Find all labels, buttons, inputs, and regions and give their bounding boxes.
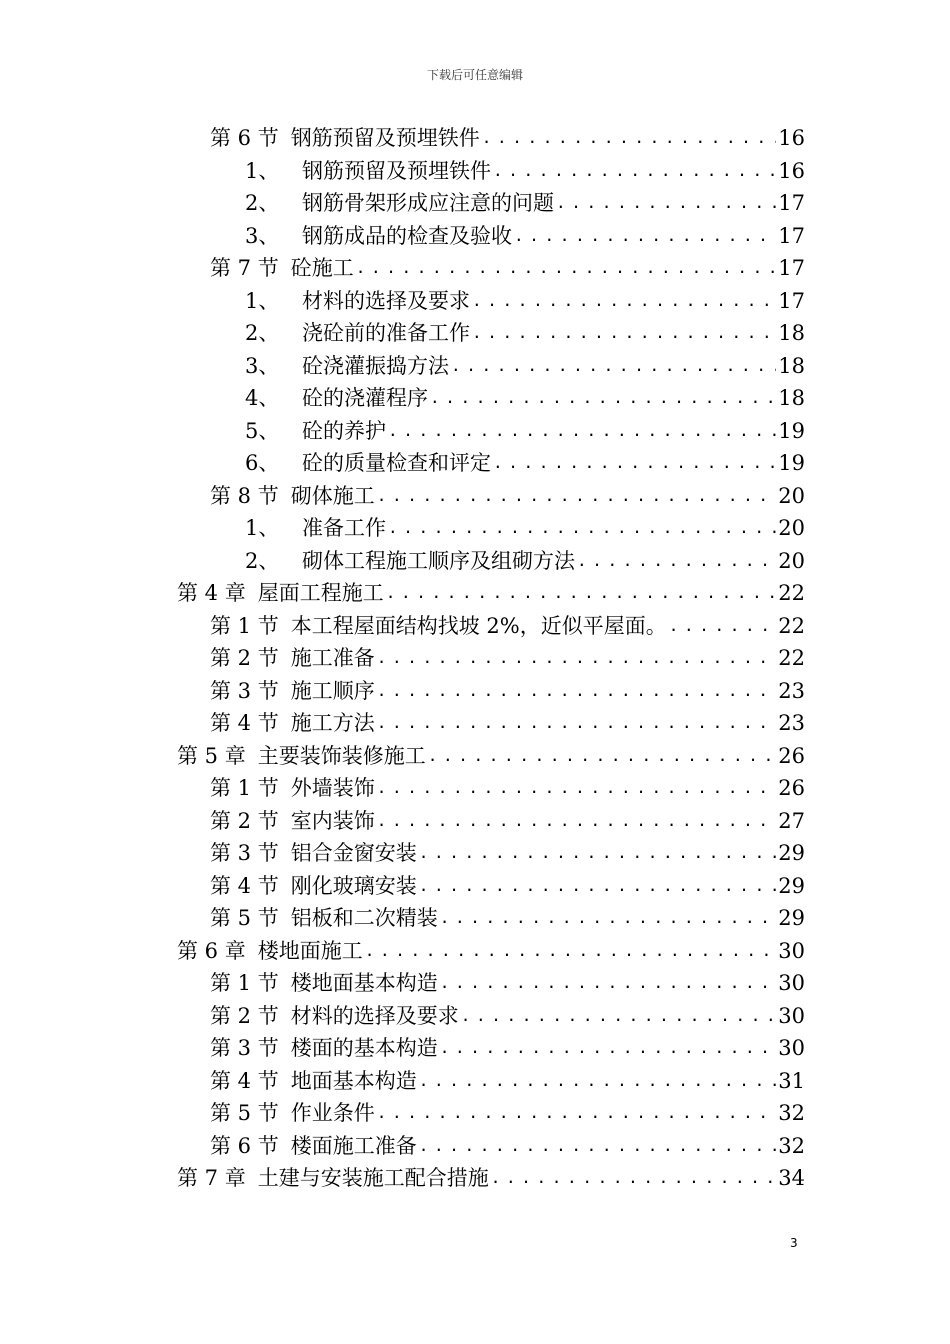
toc-entry-title: 屋面工程施工: [257, 581, 384, 605]
toc-entry-page: 17: [778, 223, 805, 248]
toc-entry-number: 第 7 章: [177, 1166, 246, 1190]
toc-dot-leader: [419, 837, 777, 869]
toc-entry-page: 22: [778, 613, 805, 638]
toc-entry-page: 29: [778, 873, 805, 898]
toc-entry-title: 地面基本构造: [290, 1068, 417, 1093]
toc-entry[interactable]: [210, 122, 805, 154]
toc-entry-page: 34: [778, 1166, 805, 1190]
toc-entry[interactable]: [245, 447, 805, 479]
toc-dot-leader: [428, 740, 777, 772]
toc-entry-page: 20: [778, 516, 805, 540]
toc-entry-number: 第 2 节: [210, 808, 279, 833]
toc-dot-leader: [556, 187, 776, 219]
toc-entry[interactable]: [210, 967, 805, 999]
toc-entry-number: 第 3 节: [210, 1036, 279, 1060]
toc-entry[interactable]: [177, 935, 805, 967]
toc-entry-title: 主要装饰装修施工: [257, 743, 426, 768]
toc-entry-title: 砼浇灌振捣方法: [302, 353, 449, 378]
toc-entry-title: 钢筋预留及预埋铁件: [302, 158, 491, 183]
toc-entry[interactable]: [245, 187, 805, 219]
toc-entry-number: 第 5 节: [210, 1101, 279, 1125]
toc-entry-page: 19: [778, 451, 805, 475]
toc-entry-page: 17: [778, 191, 805, 215]
toc-dot-leader: [451, 350, 776, 382]
toc-dot-leader: [493, 155, 776, 187]
toc-entry-number: 5、: [245, 418, 280, 443]
toc-entry-title: 施工准备: [290, 646, 375, 670]
toc-entry-number: 第 5 章: [177, 743, 246, 768]
toc-entry[interactable]: [245, 285, 805, 317]
toc-entry-page: 16: [778, 126, 805, 150]
toc-entry-page: 18: [778, 386, 805, 410]
toc-entry[interactable]: [210, 675, 805, 707]
toc-entry-page: 29: [778, 841, 805, 865]
toc-entry[interactable]: [245, 545, 805, 577]
toc-entry-title: 钢筋预留及预埋铁件: [290, 126, 480, 150]
toc-entry-number: 第 8 节: [210, 483, 279, 508]
toc-entry-number: 3、: [245, 223, 280, 248]
toc-entry-number: 1、: [245, 158, 280, 183]
toc-entry[interactable]: [210, 1097, 805, 1129]
toc-entry-page: 18: [778, 353, 805, 378]
toc-dot-leader: [482, 122, 777, 154]
toc-entry-page: 26: [778, 743, 805, 768]
toc-entry-number: 1、: [245, 516, 280, 540]
toc-entry-number: 第 2 节: [210, 1003, 279, 1028]
toc-entry[interactable]: [210, 870, 805, 902]
toc-entry-title: 楼地面施工: [257, 938, 363, 963]
toc-entry[interactable]: [245, 317, 805, 349]
toc-entry-page: 17: [778, 256, 805, 280]
toc-dot-leader: [440, 902, 777, 934]
toc-entry[interactable]: [210, 902, 805, 934]
toc-entry-page: 29: [778, 906, 805, 930]
toc-dot-leader: [419, 870, 777, 902]
toc-entry[interactable]: [210, 837, 805, 869]
toc-entry[interactable]: [245, 382, 805, 414]
toc-dot-leader: [493, 447, 776, 479]
toc-entry-page: 20: [778, 548, 805, 573]
toc-entry-page: 30: [778, 971, 805, 995]
toc-entry-page: 23: [778, 678, 805, 703]
toc-entry[interactable]: [245, 220, 805, 252]
toc-dot-leader: [669, 610, 777, 642]
toc-entry[interactable]: [210, 805, 805, 837]
toc-entry[interactable]: [245, 155, 805, 187]
toc-entry-page: 26: [778, 776, 805, 800]
toc-dot-leader: [386, 577, 777, 609]
toc-dot-leader: [377, 1097, 777, 1129]
toc-entry-page: 16: [778, 158, 805, 183]
toc-entry[interactable]: [177, 577, 805, 609]
toc-entry[interactable]: [210, 480, 805, 512]
toc-entry-number: 第 6 章: [177, 938, 246, 963]
toc-entry-number: 第 6 节: [210, 1133, 279, 1158]
toc-dot-leader: [514, 220, 776, 252]
toc-entry-title: 作业条件: [290, 1101, 375, 1125]
toc-entry-number: 2、: [245, 548, 280, 573]
toc-entry-number: 第 4 节: [210, 873, 279, 898]
toc-entry-title: 铝板和二次精装: [290, 906, 438, 930]
toc-entry-page: 23: [778, 711, 805, 735]
toc-entry[interactable]: [210, 1000, 805, 1032]
toc-dot-leader: [377, 707, 777, 739]
toc-entry-number: 2、: [245, 191, 280, 215]
toc-entry-number: 第 1 节: [210, 613, 279, 638]
toc-entry[interactable]: [210, 772, 805, 804]
toc-entry-title: 砼的浇灌程序: [302, 386, 428, 410]
toc-entry-number: 第 5 节: [210, 906, 279, 930]
toc-entry-page: 20: [778, 483, 805, 508]
toc-entry-number: 第 1 节: [210, 971, 279, 995]
toc-entry[interactable]: [210, 642, 805, 674]
toc-entry-title: 土建与安装施工配合措施: [257, 1166, 489, 1190]
toc-entry[interactable]: [210, 1130, 805, 1162]
toc-dot-leader: [419, 1130, 777, 1162]
toc-entry-number: 3、: [245, 353, 280, 378]
toc-dot-leader: [356, 252, 777, 284]
toc-entry-title: 施工方法: [290, 711, 375, 735]
toc-entry-page: 27: [778, 808, 805, 833]
toc-entry-title: 刚化玻璃安装: [290, 873, 417, 898]
toc-entry-number: 6、: [245, 451, 280, 475]
toc-entry-title: 楼地面基本构造: [290, 971, 438, 995]
toc-entry-title: 砼施工: [290, 256, 354, 280]
toc-entry-page: 22: [778, 581, 805, 605]
toc-entry-title: 本工程屋面结构找坡 2%，近似平屋面。: [290, 613, 667, 638]
toc-entry-number: 第 1 节: [210, 776, 279, 800]
toc-dot-leader: [472, 317, 776, 349]
toc-dot-leader: [472, 285, 776, 317]
toc-entry-title: 砼的养护: [302, 418, 386, 443]
toc-entry-title: 钢筋成品的检查及验收: [302, 223, 512, 248]
toc-entry-number: 1、: [245, 288, 280, 313]
toc-entry[interactable]: [245, 512, 805, 544]
toc-entry-page: 17: [778, 288, 805, 313]
toc-entry-title: 准备工作: [302, 516, 386, 540]
toc-entry-page: 31: [778, 1068, 805, 1093]
toc-entry-title: 砌体工程施工顺序及组砌方法: [302, 548, 575, 573]
toc-entry-page: 30: [778, 1036, 805, 1060]
toc-entry[interactable]: [177, 740, 805, 772]
toc-entry[interactable]: [210, 252, 805, 284]
toc-entry-number: 2、: [245, 321, 280, 345]
toc-entry-page: 30: [778, 938, 805, 963]
toc-entry-title: 浇砼前的准备工作: [302, 321, 470, 345]
toc-entry-title: 钢筋骨架形成应注意的问题: [302, 191, 554, 215]
toc-entry-page: 30: [778, 1003, 805, 1028]
toc-dot-leader: [377, 480, 777, 512]
toc-entry-number: 第 3 节: [210, 678, 279, 703]
toc-entry-number: 第 6 节: [210, 126, 279, 150]
toc-dot-leader: [388, 415, 776, 447]
toc-entry-title: 砌体施工: [290, 483, 375, 508]
toc-dot-leader: [577, 545, 776, 577]
toc-dot-leader: [440, 1032, 777, 1064]
toc-entry-number: 第 3 节: [210, 841, 279, 865]
toc-entry-number: 第 2 节: [210, 646, 279, 670]
toc-entry[interactable]: [210, 1032, 805, 1064]
toc-dot-leader: [377, 675, 777, 707]
toc-entry-page: 32: [778, 1101, 805, 1125]
toc-entry-title: 砼的质量检查和评定: [302, 451, 491, 475]
toc-dot-leader: [491, 1162, 777, 1194]
toc-entry-title: 室内装饰: [290, 808, 375, 833]
toc-dot-leader: [419, 1065, 777, 1097]
page-header: 下载后可任意编辑: [426, 68, 523, 82]
toc-dot-leader: [388, 512, 776, 544]
toc-entry-title: 楼面的基本构造: [290, 1036, 438, 1060]
toc-entry[interactable]: [177, 1162, 805, 1194]
toc-entry-title: 施工顺序: [290, 678, 375, 703]
toc-entry-title: 材料的选择及要求: [302, 288, 470, 313]
toc-entry-number: 第 4 章: [177, 581, 246, 605]
toc-dot-leader: [377, 805, 777, 837]
toc-entry-number: 第 4 节: [210, 1068, 279, 1093]
toc-entry-number: 4、: [245, 386, 280, 410]
toc-dot-leader: [461, 1000, 777, 1032]
toc-entry-title: 外墙装饰: [290, 776, 375, 800]
toc-dot-leader: [365, 935, 777, 967]
toc-entry-number: 第 4 节: [210, 711, 279, 735]
toc-entry-page: 19: [778, 418, 805, 443]
toc-dot-leader: [440, 967, 777, 999]
toc-dot-leader: [377, 772, 777, 804]
toc-entry-title: 楼面施工准备: [290, 1133, 417, 1158]
toc-entry-title: 材料的选择及要求: [290, 1003, 459, 1028]
page-number: 3: [790, 1236, 798, 1250]
toc-entry[interactable]: [245, 415, 805, 447]
toc-entry-page: 22: [778, 646, 805, 670]
toc-entry[interactable]: [210, 707, 805, 739]
toc-entry[interactable]: [245, 350, 805, 382]
toc-entry-page: 32: [778, 1133, 805, 1158]
toc-entry-page: 18: [778, 321, 805, 345]
toc-entry[interactable]: [210, 1065, 805, 1097]
toc-entry-number: 第 7 节: [210, 256, 279, 280]
toc-entry-title: 铝合金窗安装: [290, 841, 417, 865]
toc-dot-leader: [430, 382, 776, 414]
toc-entry[interactable]: [210, 610, 805, 642]
toc-dot-leader: [377, 642, 777, 674]
